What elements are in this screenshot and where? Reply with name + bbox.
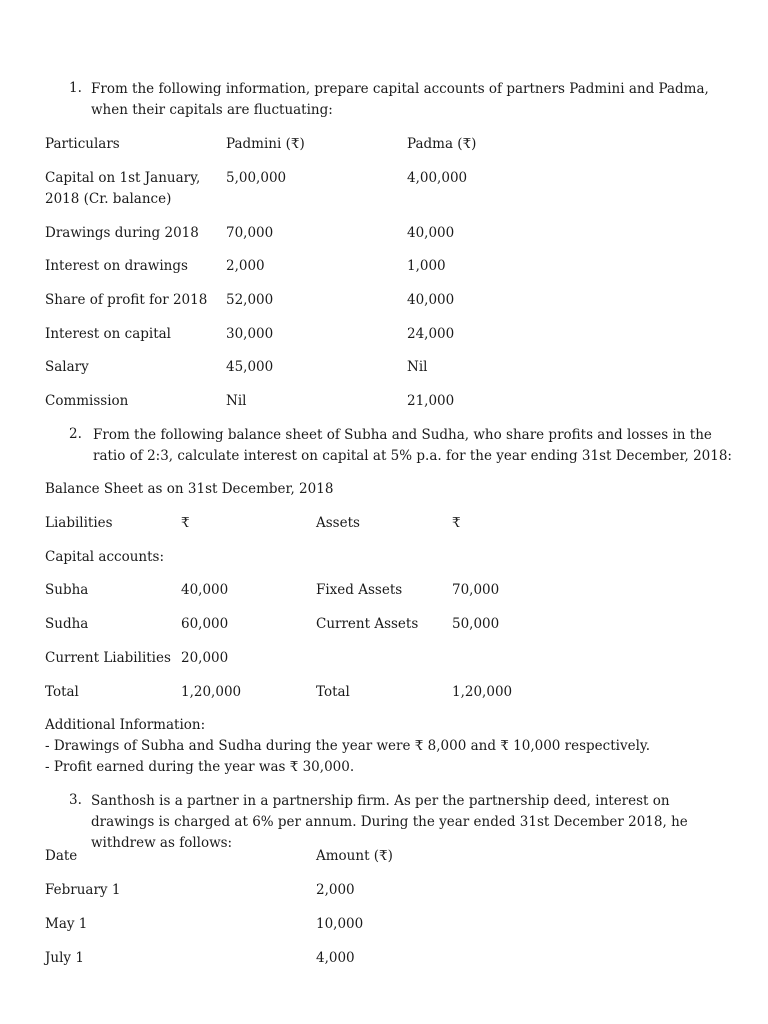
additional-heading: Additional Information: bbox=[45, 717, 206, 733]
table-cell-label: Share of profit for 2018 bbox=[45, 292, 208, 308]
table-cell-value: 52,000 bbox=[226, 292, 274, 308]
table-header: ₹ bbox=[181, 515, 190, 531]
table-cell-label: Current Liabilities bbox=[45, 650, 171, 666]
balance-sheet-title: Balance Sheet as on 31st December, 2018 bbox=[45, 481, 334, 497]
table-cell-label: Total bbox=[316, 684, 350, 700]
table-cell-value: 4,000 bbox=[316, 950, 355, 966]
capital-accounts-heading: Capital accounts: bbox=[45, 549, 165, 565]
table-cell-label: Commission bbox=[45, 393, 129, 409]
table-cell-value: 70,000 bbox=[452, 582, 500, 598]
question-number: 3. bbox=[69, 792, 82, 808]
question-text: Santhosh is a partner in a partnership firm. As per the partnership deed, interest on drawings is charged at 6% per annum. During the year ended 31st December 2018, he withdrew as follows: bbox=[91, 793, 688, 851]
table-cell-value: Nil bbox=[226, 393, 247, 409]
question-text: From the following information, prepare capital accounts of partners Padmini and Padma, when their capitals are fluctuating: bbox=[91, 81, 709, 118]
table-cell-value: Nil bbox=[407, 359, 428, 375]
table-cell-label: February 1 bbox=[45, 882, 121, 898]
table-cell-label: Current Assets bbox=[316, 616, 419, 632]
table-cell-value: 40,000 bbox=[407, 225, 455, 241]
table-header: Padma (₹) bbox=[407, 136, 477, 152]
table-header: Assets bbox=[316, 515, 360, 531]
table-cell-value: 70,000 bbox=[226, 225, 274, 241]
table-header: Date bbox=[45, 848, 78, 864]
question-number: 1. bbox=[69, 80, 82, 96]
table-cell-value: 45,000 bbox=[226, 359, 274, 375]
table-cell-label: July 1 bbox=[45, 950, 84, 966]
table-header: ₹ bbox=[452, 515, 461, 531]
table-cell-value: 30,000 bbox=[226, 326, 274, 342]
table-header: Liabilities bbox=[45, 515, 113, 531]
table-header: Particulars bbox=[45, 136, 120, 152]
table-header: Padmini (₹) bbox=[226, 136, 305, 152]
table-cell-label: Sudha bbox=[45, 616, 89, 632]
table-cell-value: 1,20,000 bbox=[452, 684, 513, 700]
table-cell-value: 21,000 bbox=[407, 393, 455, 409]
table-cell-value: 10,000 bbox=[316, 916, 364, 932]
table-cell-value: 40,000 bbox=[181, 582, 229, 598]
table-cell-label: Salary bbox=[45, 359, 89, 375]
table-cell-value: 50,000 bbox=[452, 616, 500, 632]
table-cell-value: 2,000 bbox=[316, 882, 355, 898]
table-cell-value: 4,00,000 bbox=[407, 170, 468, 186]
question-text: From the following balance sheet of Subha and Sudha, who share profits and losses in the ratio of 2:3, calculate interest on capital at 5% p.a. for the year ending 31st December, 2018: bbox=[93, 427, 732, 464]
table-cell-label: Subha bbox=[45, 582, 89, 598]
table-cell-value: 24,000 bbox=[407, 326, 455, 342]
table-cell-value: 1,000 bbox=[407, 258, 446, 274]
table-cell-label: May 1 bbox=[45, 916, 88, 932]
table-cell-value: 60,000 bbox=[181, 616, 229, 632]
additional-line: - Profit earned during the year was ₹ 30,000. bbox=[45, 759, 355, 775]
table-cell-value: 1,20,000 bbox=[181, 684, 242, 700]
table-cell-value: 5,00,000 bbox=[226, 170, 287, 186]
table-cell-label: Drawings during 2018 bbox=[45, 225, 199, 241]
table-cell-value: 2,000 bbox=[226, 258, 265, 274]
table-cell-label: Interest on capital bbox=[45, 326, 172, 342]
additional-line: - Drawings of Subha and Sudha during the year were ₹ 8,000 and ₹ 10,000 respectively. bbox=[45, 738, 651, 754]
table-cell-value: 40,000 bbox=[407, 292, 455, 308]
table-header: Amount (₹) bbox=[316, 848, 393, 864]
table-cell-label: Fixed Assets bbox=[316, 582, 403, 598]
table-cell-label: Interest on drawings bbox=[45, 258, 188, 274]
table-cell-label: Capital on 1st January, 2018 (Cr. balance) bbox=[45, 170, 201, 207]
table-cell-value: 20,000 bbox=[181, 650, 229, 666]
table-cell-label: Total bbox=[45, 684, 79, 700]
question-number: 2. bbox=[69, 426, 82, 442]
